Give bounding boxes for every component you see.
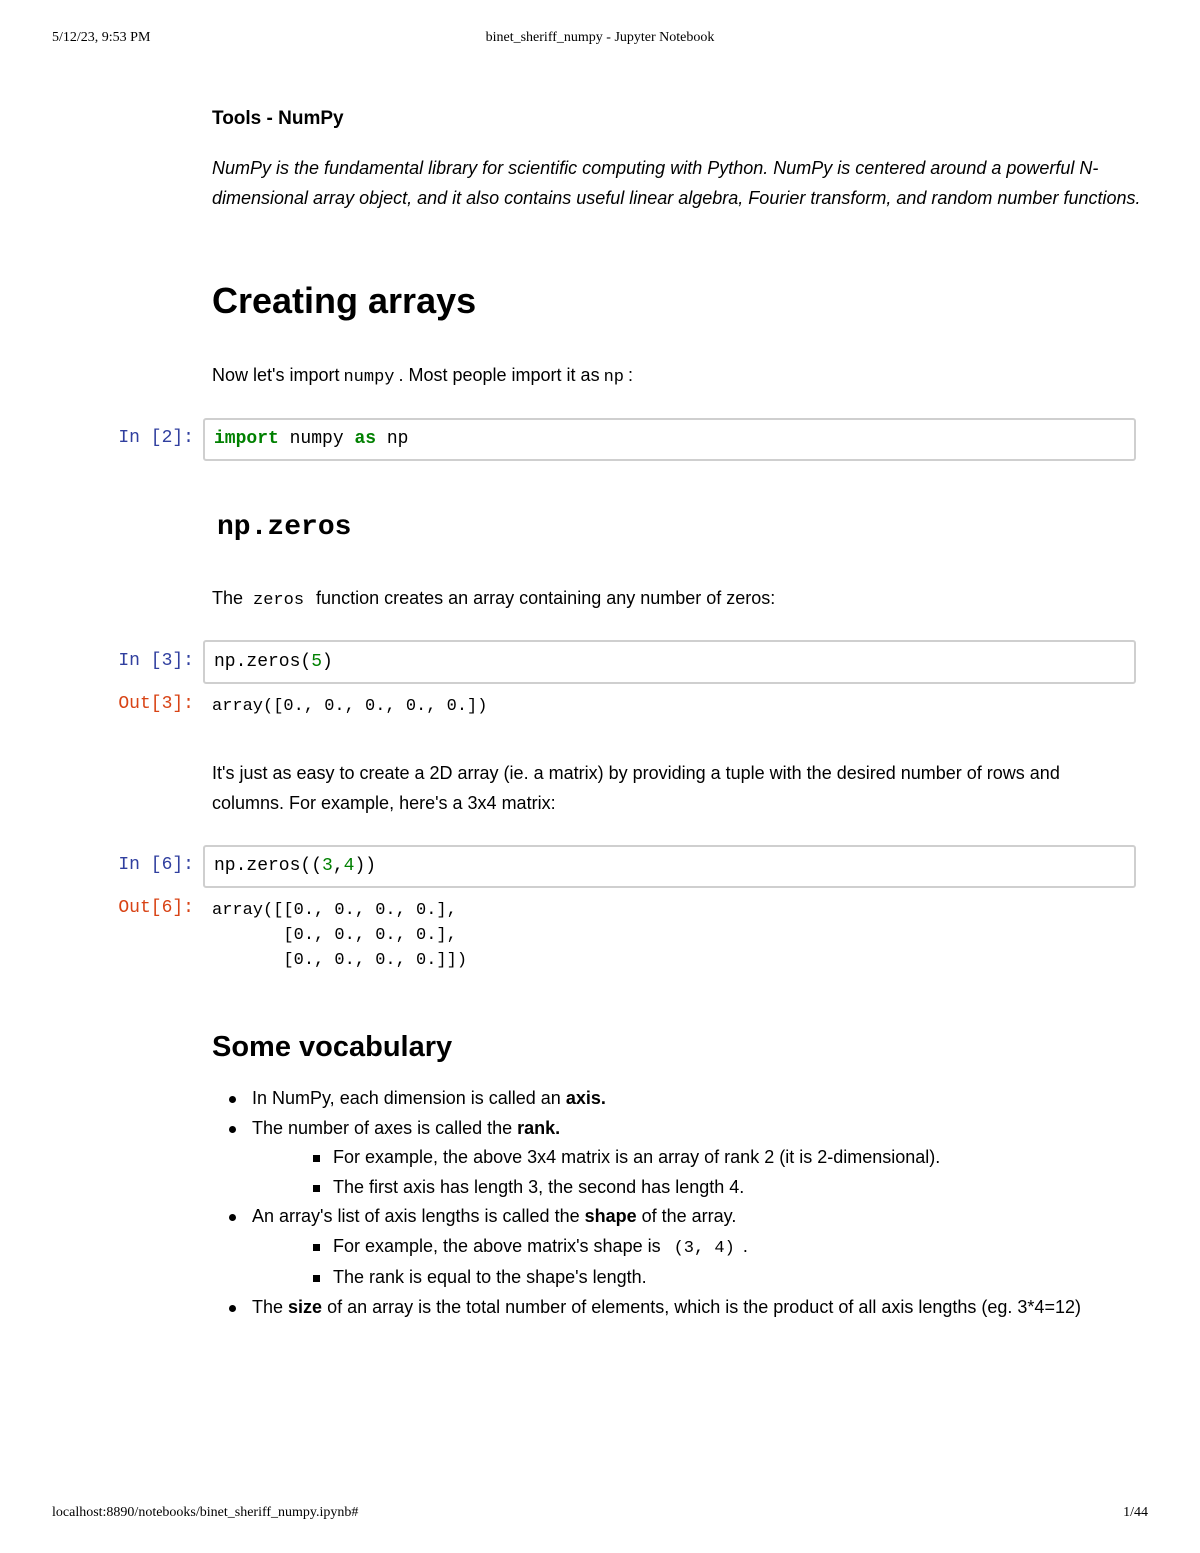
code-text (214, 429, 408, 449)
text: function creates an array containing any number of zeros: (316, 588, 776, 608)
bold-term: rank (517, 1117, 556, 1138)
cell-output: array([[0., 0., 0., 0.], [0., 0., 0., 0.], [0., 0., 0., 0.]]) (212, 901, 468, 970)
zeros-description (212, 583, 1142, 616)
code-text (214, 856, 376, 876)
list-item (212, 1084, 1132, 1114)
section-heading-creating-arrays: Creating arrays (212, 280, 477, 321)
output-prompt: Out[6]: (118, 898, 194, 918)
text: An array's list of axis lengths is called the (252, 1206, 585, 1226)
section-heading-vocabulary: Some vocabulary (212, 1031, 453, 1063)
text: . (600, 1088, 606, 1108)
text: . Most people import it as (398, 365, 600, 385)
sub-list-item: For example, the above 3x4 matrix is an array of rank 2 (it is 2-dimensional). (293, 1143, 1132, 1173)
output-prompt: Out[3]: (118, 694, 194, 714)
sub-list-item (293, 1232, 1132, 1264)
print-footer (52, 1505, 1148, 1525)
keyword: as (354, 429, 377, 449)
code-token: np (376, 429, 409, 449)
code-token: numpy (278, 429, 355, 449)
bold-term: shape (584, 1206, 637, 1226)
text: . (555, 1117, 561, 1138)
inline-code: numpy (343, 368, 395, 387)
code-token: np.zeros( (214, 652, 312, 672)
print-title: binet_sheriff_numpy - Jupyter Notebook (485, 30, 715, 45)
inline-code: zeros (253, 591, 305, 610)
code-token: , (332, 856, 344, 876)
intro-heading: Tools - NumPy (212, 108, 344, 129)
number-literal: 4 (343, 856, 355, 876)
text: : (627, 365, 633, 385)
code-cell-input[interactable] (203, 418, 1136, 461)
list-item (212, 1293, 1132, 1323)
sub-list (252, 1232, 1132, 1293)
sub-list-item: The rank is equal to the shape's length. (293, 1263, 1132, 1293)
text: The (212, 588, 244, 608)
bold-term: size (288, 1296, 323, 1317)
matrix-paragraph: It's just as easy to create a 2D array (ie. a matrix) by providing a tuple with the desired number of rows and columns. For example, here's a 3x4 matrix: (212, 763, 1060, 813)
text: For example, the above matrix's shape is (333, 1235, 666, 1256)
code-cell-input[interactable] (203, 845, 1136, 888)
text: In NumPy, each dimension is called an (252, 1088, 566, 1108)
list-item (212, 1114, 1132, 1203)
text: The number of axes is called the (252, 1117, 518, 1138)
code-text (214, 652, 333, 672)
inline-code: np (603, 368, 624, 387)
inline-code: (3, 4) (673, 1238, 735, 1258)
bold-term: axis (565, 1088, 601, 1108)
print-datetime: 5/12/23, 9:53 PM (52, 30, 151, 45)
intro-paragraph: NumPy is the fundamental library for scientific computing with Python. NumPy is centered around a powerful N-dimensional array object, and it also contains useful linear algebra, Fourier transform, and random number functions. (212, 158, 1141, 208)
keyword: import (214, 429, 279, 449)
code-token: )) (354, 856, 377, 876)
text: The (252, 1296, 289, 1317)
code-token: np.zeros(( (214, 856, 323, 876)
vocabulary-list (212, 1084, 1132, 1322)
sub-list-item: The first axis has length 3, the second has length 4. (293, 1173, 1132, 1203)
print-header (52, 30, 1148, 50)
text: of the array. (636, 1206, 737, 1226)
number-literal: 3 (322, 856, 333, 876)
print-page-number: 1/44 (1123, 1505, 1148, 1520)
code-cell-input[interactable] (203, 640, 1136, 684)
text: Now let's import (212, 365, 340, 385)
import-instructions (212, 360, 1142, 393)
code-token: ) (322, 652, 333, 672)
section-heading-np-zeros: np.zeros (217, 512, 352, 543)
text: of an array is the total number of elements, which is the product of all axis lengths (eg. 3*4=12) (322, 1296, 1081, 1317)
sub-list (252, 1143, 1132, 1202)
cell-output: array([0., 0., 0., 0., 0.]) (212, 697, 488, 716)
input-prompt: In [6]: (118, 855, 194, 875)
input-prompt: In [2]: (118, 428, 194, 448)
input-prompt: In [3]: (118, 651, 194, 671)
text: . (742, 1235, 748, 1256)
print-url: localhost:8890/notebooks/binet_sheriff_numpy.ipynb# (52, 1505, 359, 1520)
list-item (212, 1202, 1132, 1293)
number-literal: 5 (311, 652, 323, 672)
